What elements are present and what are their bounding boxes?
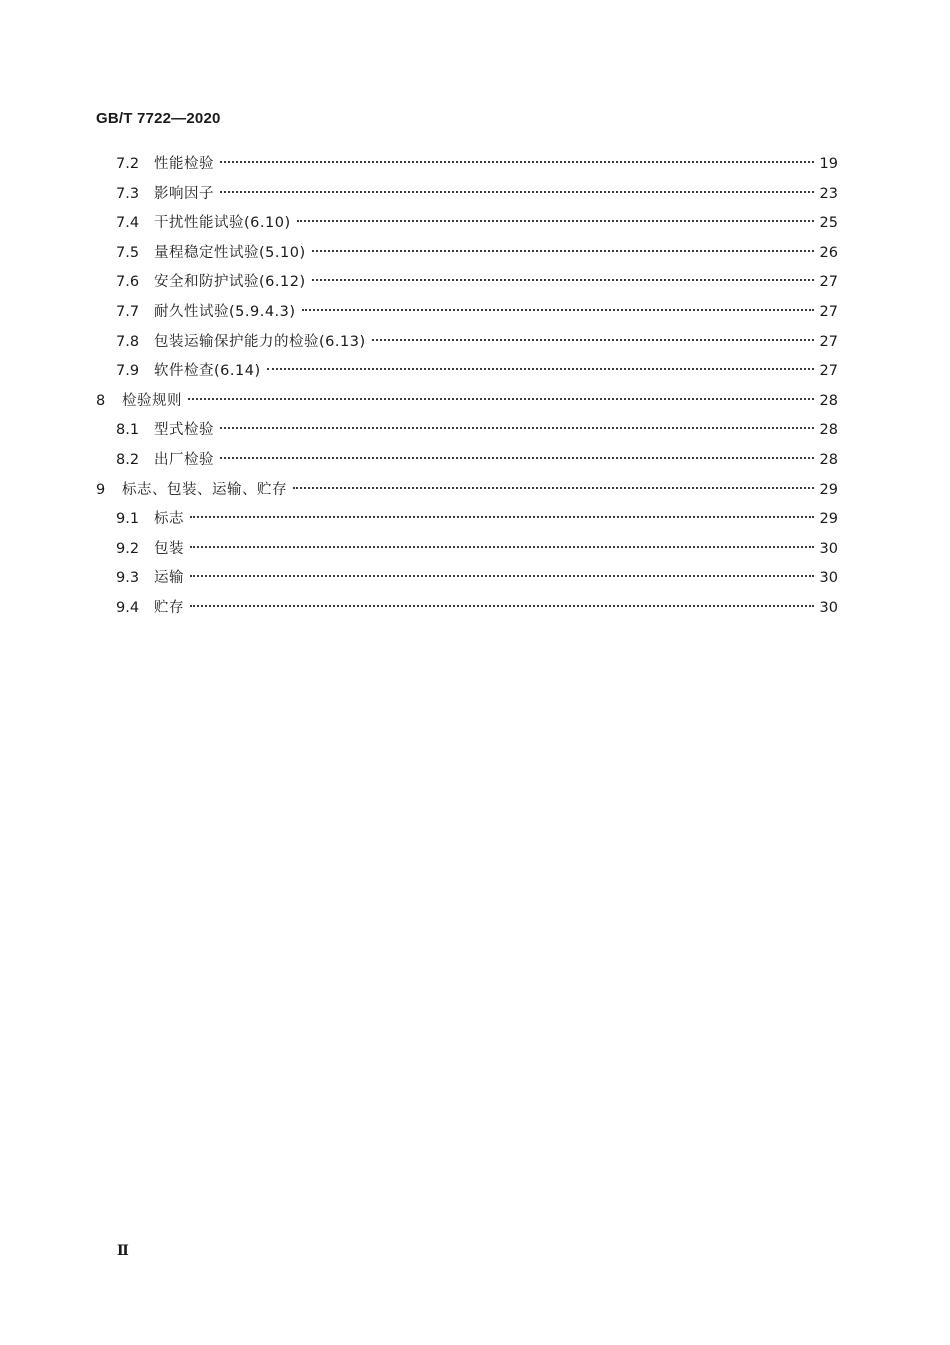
- toc-entry-number: 9.2: [116, 540, 140, 557]
- toc-entry-title: 软件检查(6.14): [154, 363, 261, 380]
- toc-entry-8[interactable]: [96, 387, 838, 417]
- toc-entry-number: 9.1: [116, 511, 140, 528]
- dot-leader: [312, 279, 814, 281]
- toc-entry-title: 贮存: [154, 599, 184, 616]
- toc-entry-page: 29: [819, 511, 838, 528]
- toc-entry-number: 7.5: [116, 244, 140, 261]
- dot-leader: [293, 487, 814, 489]
- page-number: Ⅱ: [117, 1243, 129, 1259]
- toc-entry-page: 30: [819, 599, 838, 616]
- toc-entry-number: 9.3: [116, 570, 140, 587]
- toc-entry-page: 19: [819, 156, 838, 172]
- toc-entry-page: 30: [819, 570, 838, 587]
- toc-entry-9-2[interactable]: [96, 535, 838, 565]
- document-code: GB/T 7722—2020: [96, 110, 221, 127]
- toc-entry-number: 7.6: [116, 274, 140, 291]
- toc-entry-page: 28: [819, 392, 838, 409]
- toc-entry-7-4[interactable]: [96, 209, 838, 239]
- toc-entry-number: 8: [96, 392, 106, 409]
- toc-entry-title: 出厂检验: [154, 451, 214, 468]
- dot-leader: [297, 220, 814, 222]
- toc-entry-page: 25: [819, 215, 838, 232]
- toc-entry-7-3[interactable]: [96, 180, 838, 210]
- dot-leader: [190, 575, 814, 577]
- toc-entry-7-7[interactable]: [96, 298, 838, 328]
- dot-leader: [267, 368, 814, 370]
- toc-entry-7-6[interactable]: [96, 268, 838, 298]
- toc-entry-title: 干扰性能试验(6.10): [154, 215, 291, 232]
- table-of-contents: [96, 150, 838, 624]
- toc-entry-number: 8.1: [116, 422, 140, 439]
- toc-entry-number: 7.7: [116, 303, 140, 320]
- dot-leader: [220, 427, 814, 429]
- toc-entry-number: 9.4: [116, 599, 140, 616]
- toc-entry-title: 量程稳定性试验(5.10): [154, 244, 306, 261]
- dot-leader: [190, 546, 814, 548]
- toc-entry-title: 检验规则: [122, 392, 182, 409]
- toc-entry-8-2[interactable]: [96, 446, 838, 476]
- toc-entry-title: 型式检验: [154, 422, 214, 439]
- toc-entry-number: 7.8: [116, 333, 140, 350]
- toc-entry-7-5[interactable]: [96, 239, 838, 269]
- dot-leader: [312, 250, 814, 252]
- toc-entry-title: 耐久性试验(5.9.4.3): [154, 303, 296, 320]
- toc-entry-number: 7.9: [116, 363, 140, 380]
- toc-entry-page: 27: [819, 333, 838, 350]
- toc-entry-title: 运输: [154, 570, 184, 587]
- toc-entry-title: 包装: [154, 540, 184, 557]
- toc-entry-title: 影响因子: [154, 185, 214, 202]
- toc-entry-title: 标志: [154, 511, 184, 528]
- dot-leader: [372, 339, 814, 341]
- toc-entry-7-8[interactable]: [96, 328, 838, 358]
- toc-entry-8-1[interactable]: [96, 416, 838, 446]
- toc-entry-page: 30: [819, 540, 838, 557]
- dot-leader: [190, 516, 814, 518]
- dot-leader: [220, 457, 814, 459]
- toc-entry-page: 29: [819, 481, 838, 498]
- toc-entry-page: 28: [819, 422, 838, 439]
- toc-entry-page: 23: [819, 185, 838, 202]
- toc-entry-title: 标志、包装、运输、贮存: [122, 481, 287, 498]
- toc-entry-number: 8.2: [116, 451, 140, 468]
- dot-leader: [220, 191, 814, 193]
- toc-entry-number: 7.4: [116, 215, 140, 232]
- toc-entry-number: 7.2: [116, 156, 140, 172]
- toc-entry-title: 性能检验: [154, 156, 214, 172]
- toc-entry-page: 26: [819, 244, 838, 261]
- toc-entry-page: 28: [819, 451, 838, 468]
- toc-entry-9[interactable]: [96, 476, 838, 506]
- toc-entry-page: 27: [819, 363, 838, 380]
- toc-entry-9-4[interactable]: [96, 594, 838, 624]
- toc-entry-9-1[interactable]: [96, 505, 838, 535]
- toc-entry-title: 包装运输保护能力的检验(6.13): [154, 333, 366, 350]
- toc-entry-page: 27: [819, 274, 838, 291]
- dot-leader: [190, 605, 814, 607]
- toc-entry-number: 9: [96, 481, 106, 498]
- toc-entry-title: 安全和防护试验(6.12): [154, 274, 306, 291]
- dot-leader: [302, 309, 814, 311]
- toc-entry-number: 7.3: [116, 185, 140, 202]
- toc-entry-7-9[interactable]: [96, 357, 838, 387]
- toc-entry-page: 27: [819, 303, 838, 320]
- dot-leader: [188, 398, 814, 400]
- toc-entry-7-2[interactable]: [96, 150, 838, 180]
- toc-entry-9-3[interactable]: [96, 564, 838, 594]
- dot-leader: [220, 161, 814, 163]
